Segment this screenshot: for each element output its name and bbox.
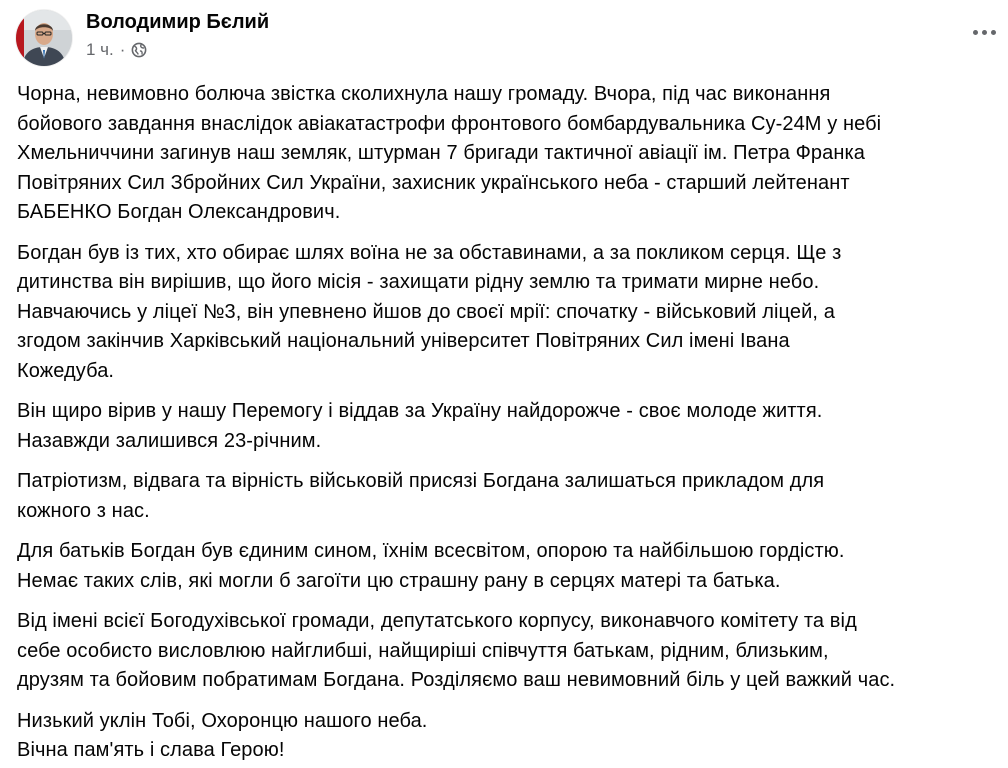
post-text-line: згодом закінчив Харківський національний університет Повітряних Сил імені Івана <box>17 330 790 352</box>
meta-separator: · <box>119 40 126 59</box>
post-header <box>16 10 269 70</box>
post-paragraph <box>17 80 1008 228</box>
post-text-line: дитинства він вирішив, що його місія - захищати рідну землю та тримати мирне небо. <box>17 271 820 293</box>
post-paragraph <box>17 397 1008 456</box>
post-text-line: кожного з нас. <box>17 499 150 522</box>
post-text <box>17 80 1008 768</box>
post-text-line: Навчаючись у ліцеї №3, він упевнено йшов до своєї мрії: спочатку - військовий ліцей, а <box>17 300 835 323</box>
post-text-line: Для батьків Богдан був єдиним сином, їхнім всесвітом, опорою та найбільшою гордістю. <box>17 540 845 562</box>
post-text-line: Назавжди залишився 23-річним. <box>17 429 322 452</box>
post-paragraph <box>17 607 1008 696</box>
post-text-line: Повітряних Сил Збройних Сил України, захисник українського неба - старший лейтенант <box>17 171 850 194</box>
post-text-line: Низький уклін Тобі, Охоронцю нашого неба. <box>17 709 428 732</box>
more-options-button[interactable] <box>964 18 1004 46</box>
post-text-line: друзям та бойовим побратимам Богдана. Розділяємо ваш невимовний біль у цей важкий час. <box>17 669 896 691</box>
ellipsis-icon <box>982 30 987 35</box>
post-text-line: Кожедуба. <box>17 359 115 382</box>
post-text-line: Він щиро вірив у нашу Перемогу і віддав за Україну найдорожче - своє молоде життя. <box>17 400 823 422</box>
post-text-line: Патріотизм, відвага та вірність військовій присязі Богдана залишаться прикладом для <box>17 470 825 492</box>
author-block <box>86 10 269 60</box>
ellipsis-icon <box>991 30 996 35</box>
post-text-line: Вічна пам'ять і слава Герою! <box>17 739 285 761</box>
avatar-photo <box>16 10 72 66</box>
post-text-line: Від імені всієї Богодухівської громади, депутатського корпусу, виконавчого комітету та від <box>17 610 857 632</box>
post-text-line: себе особисто висловлюю найглибші, найщиріші співчуття батькам, рідним, близьким, <box>17 639 829 662</box>
author-name-link[interactable]: Володимир Бєлий <box>86 11 270 33</box>
globe-icon[interactable] <box>131 42 147 58</box>
post-timestamp[interactable]: 1 ч. <box>86 40 114 59</box>
post-meta <box>86 40 269 60</box>
post-paragraph <box>17 467 1008 526</box>
post-text-line: Немає таких слів, які могли б загоїти цю страшну рану в серцях матері та батька. <box>17 569 781 592</box>
post-paragraph <box>17 537 1008 596</box>
ellipsis-icon <box>973 30 978 35</box>
author-avatar[interactable] <box>16 10 72 66</box>
post-paragraph <box>17 707 1008 766</box>
post-text-line: Богдан був із тих, хто обирає шлях воїна не за обставинами, а за покликом серця. Ще з <box>17 241 842 264</box>
post-paragraph <box>17 239 1008 387</box>
post-text-line: БАБЕНКО Богдан Олександрович. <box>17 201 341 223</box>
post-text-line: бойового завдання внаслідок авіакатастрофи фронтового бомбардувальника Су-24М у небі <box>17 112 882 135</box>
post-text-line: Хмельниччини загинув наш земляк, штурман 7 бригади тактичної авіації ім. Петра Франка <box>17 142 865 164</box>
post-text-line: Чорна, невимовно болюча звістка сколихнула нашу громаду. Вчора, під час виконання <box>17 83 831 105</box>
